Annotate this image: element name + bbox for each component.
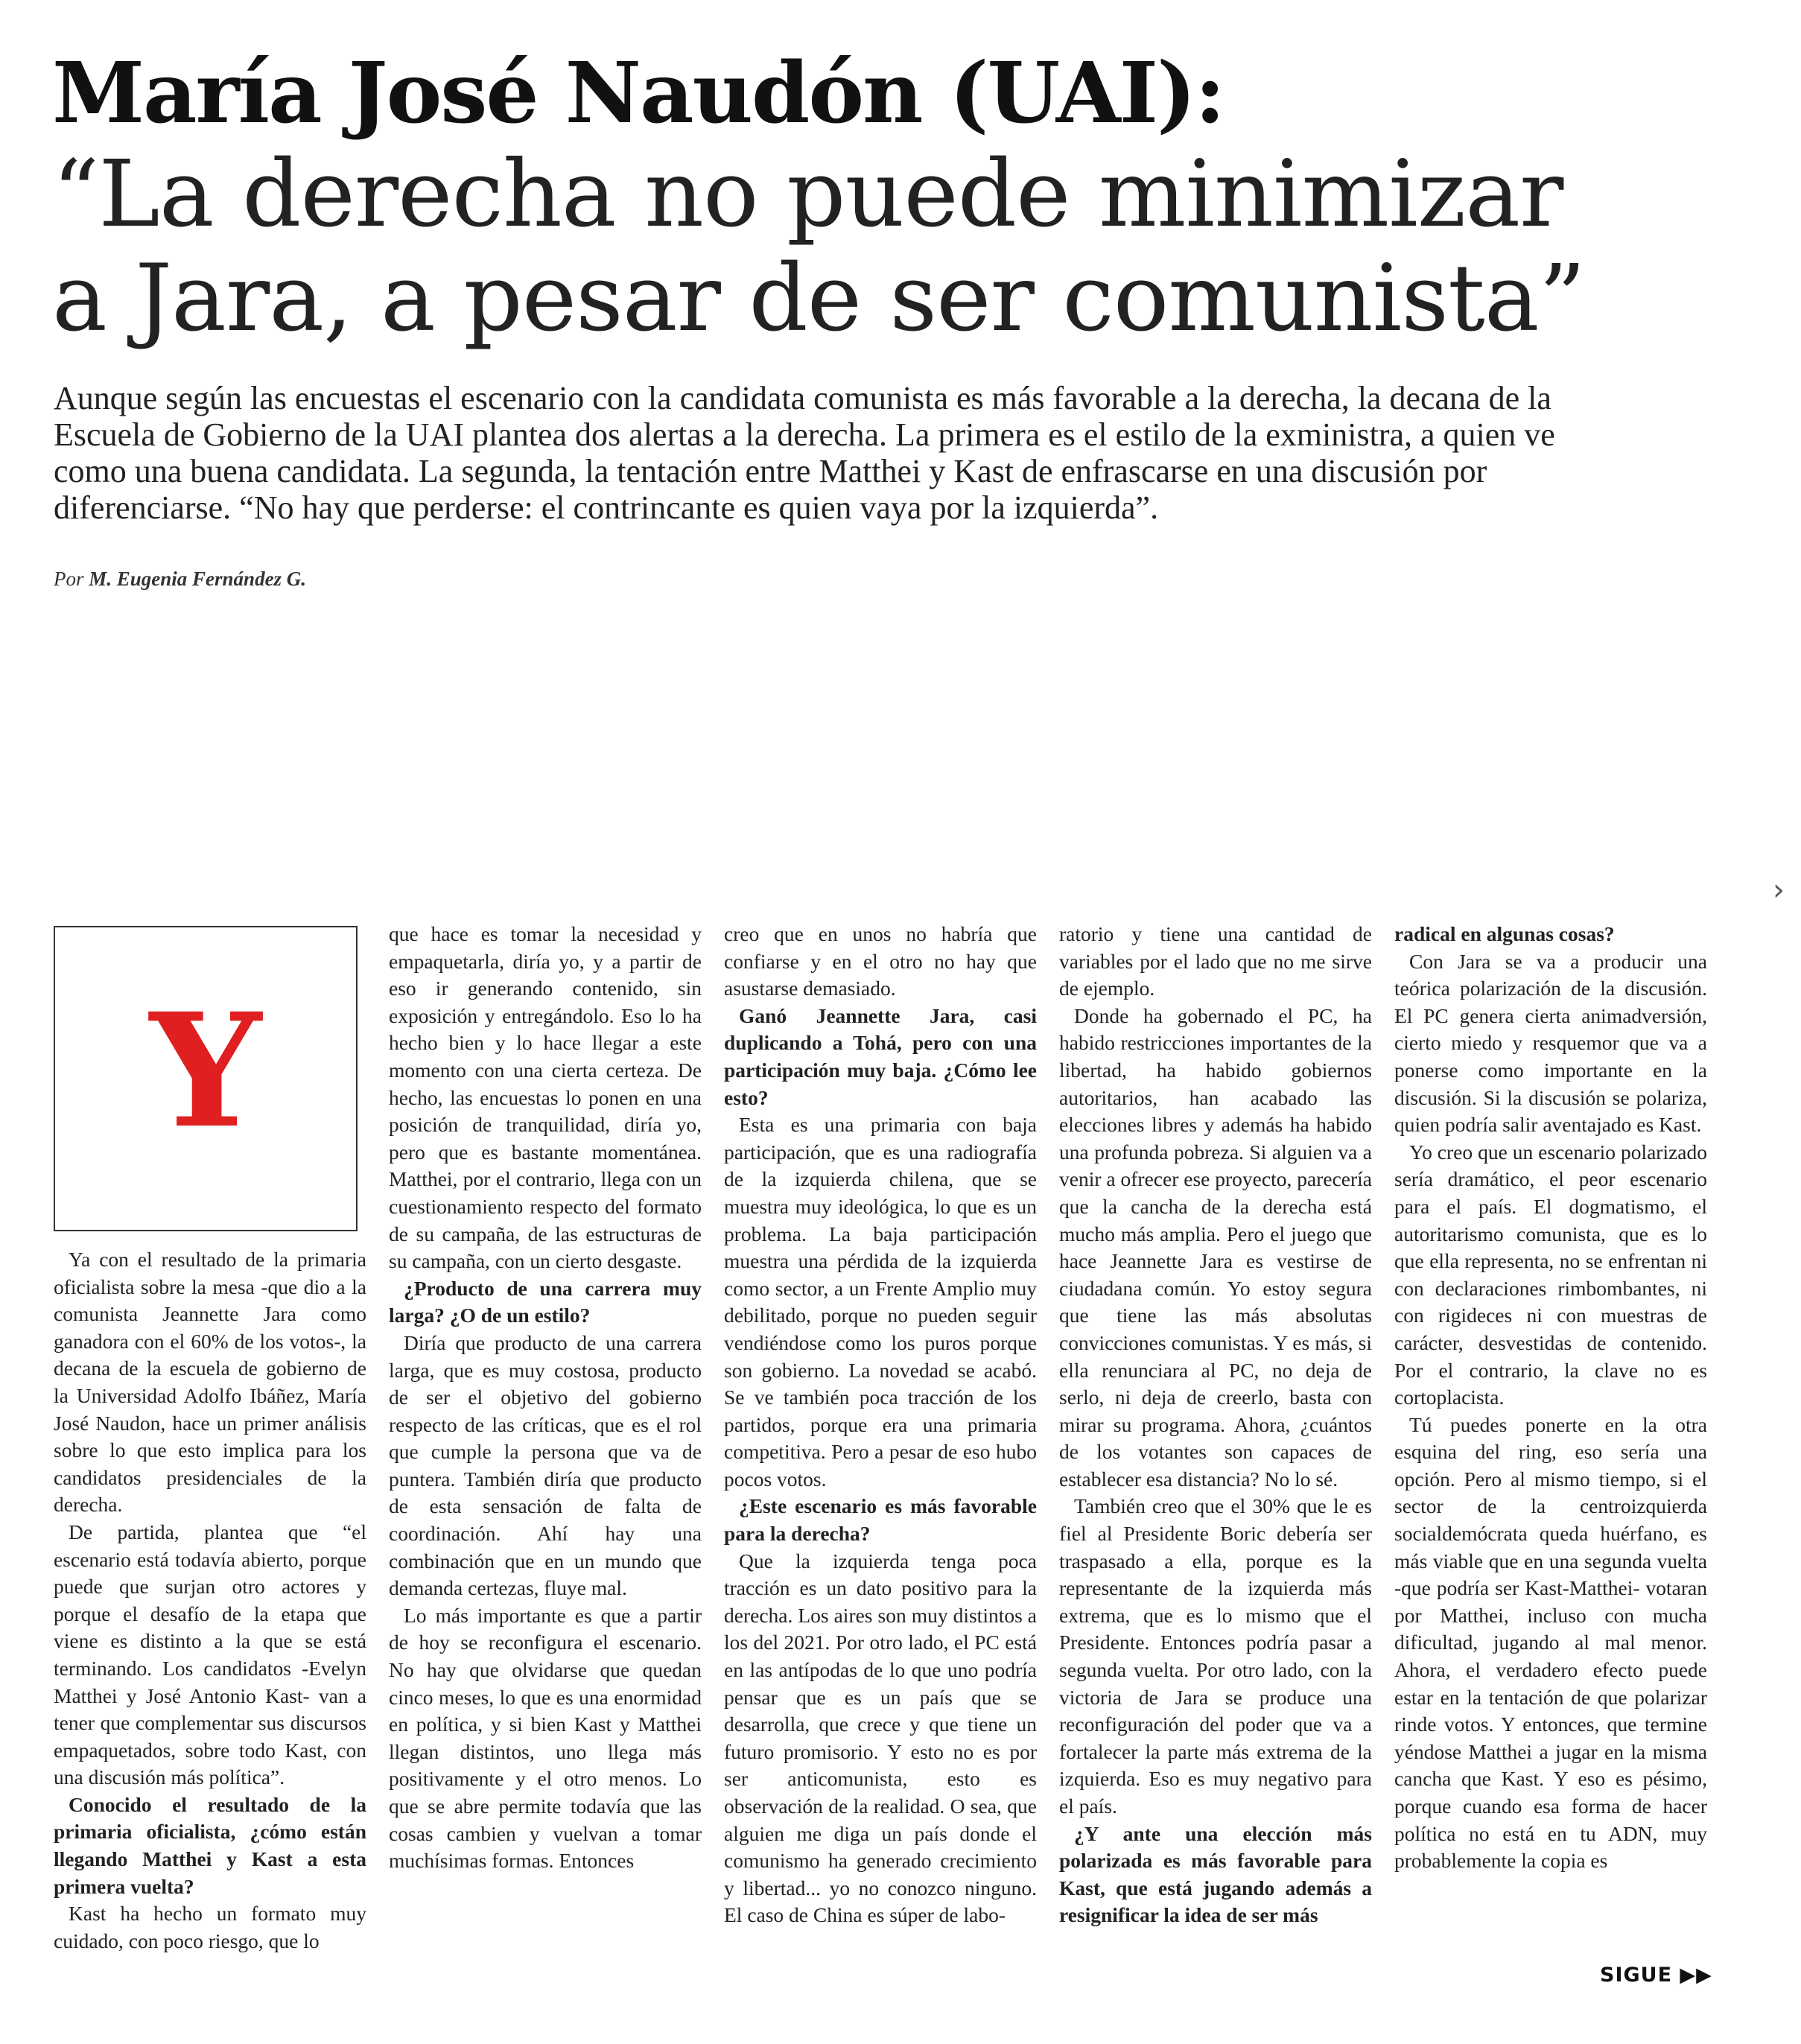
paragraph: Lo más importante es que a partir de hoy se reconfigura el escenario. No hay que olvidarse que quedan cinco meses, lo que es una enormidad en política, y si bien Kast y Matthei llegan distintos, uno llega más positivamente y el otro menos. Lo que se abre permite todavía que las cosas cambien y vuelvan a tomar muchísimas formas. Entonces: [389, 1603, 702, 1873]
interview-question: ¿Producto de una carrera muy larga? ¿O de un estilo?: [389, 1276, 702, 1327]
lede-paragraph: Aunque según las encuestas el escenario con la candidata comunista es más favorable a la derecha, la decana de la Escuela de Gobierno de la UAI plantea dos alertas a la derecha. La primera es el estilo de la exministra, a quien ve como una buena candidata. La segunda, la tentación entre Matthei y Kast de enfrascarse en una discusión por diferenciarse. “No hay que perderse: el contrincante es quien vaya por la izquierda”.: [54, 380, 1555, 526]
byline: [54, 568, 306, 591]
article-column-3: [724, 921, 1037, 1929]
paragraph: Diría que producto de una carrera larga, que es muy costosa, producto de ser el objetivo del gobierno respecto de las críticas, que es el rol que cumple la persona que va de puntera. También diría que producto de esta sensación de falta de coordinación. Ahí hay una combinación que en un mundo que demanda certezas, fluye mal.: [389, 1330, 702, 1600]
interview-question: radical en algunas cosas?: [1394, 922, 1615, 945]
article-column-5: [1394, 921, 1707, 1875]
interview-question: Ganó Jeannette Jara, casi duplicando a Tohá, pero con una participación muy baja. ¿Cómo lee esto?: [724, 1003, 1037, 1109]
logo-letter: Y: [150, 979, 261, 1163]
paragraph: También creo que el 30% que le es fiel al Presidente Boric debería ser traspasado a ella, porque es la representante de la izquierda más extrema, que es lo mismo que el Presidente. Entonces podría pasar a segunda vuelta. Por otro lado, con la victoria de Jara se produce una reconfiguración del poder que va a fortalecer la parte más extrema de la izquierda. Eso es muy negativo para el país.: [1059, 1494, 1372, 1818]
headline-quote-line-2: a Jara, a pesar de ser comunista”: [52, 244, 1586, 352]
article-column-1: [54, 1246, 366, 1955]
paragraph: Que la izquierda tenga poca tracción es un dato positivo para la derecha. Los aires son muy distintos a los del 2021. Por otro lado, el PC está en las antípodas de lo que uno podría pensar que es un país que se desarrolla, que crece y que tiene un futuro promisorio. Y esto no es por ser anticomunista, esto es observación de la realidad. O sea, que alguien me diga un país donde el comunismo ha generado crecimiento y libertad... yo no conozco ninguno. El caso de China es súper de labo-: [724, 1549, 1037, 1927]
paragraph: Yo creo que un escenario polarizado sería dramático, el peor escenario para el país. El dogmatismo, el autoritarismo comunista, que es lo que ella representa, no se enfrentan ni con declaraciones rimbombantes, ni con rigideces ni con muestras de carácter, desvestidas de contenido. Por el contrario, la clave no es cortoplacista.: [1394, 1140, 1707, 1409]
paragraph: Esta es una primaria con baja participación, que es una radiografía de la izquierda chilena, que se muestra muy ideológica, lo que es un problema. La baja participación muestra una pérdida de la izquierda como sector, a un Frente Amplio muy debilitado, porque no pueden seguir vendiéndose como los puros porque son gobierno. La novedad se acabó. Se ve también poca tracción de los partidos, porque era una primaria competitiva. Pero a pesar de eso hubo pocos votos.: [724, 1113, 1037, 1491]
interview-question: ¿Este escenario es más favorable para la derecha?: [724, 1494, 1037, 1546]
paragraph: ratorio y tiene una cantidad de variables por el lado que no me sirve de ejemplo.: [1059, 922, 1372, 1000]
chevron-right-icon[interactable]: ›: [1773, 873, 1785, 907]
article-column-2: [389, 921, 702, 1875]
paragraph: Tú puedes ponerte en la otra esquina del ring, eso sería una opción. Pero al mismo tiempo, si el sector de la centroizquierda socialdemócrata queda huérfano, es más viable que en una segunda vuelta -que podría ser Kast-Matthei- votaran por Matthei, incluso con mucha dificultad, jugando al mal menor. Ahora, el verdadero efecto puede estar en la tentación de que polarizar rinde votos. Y entonces, que termine yéndose Matthei a jugar en la misma cancha que Kast. Y eso es pésimo, porque cuando esa forma de hacer política no está en tu ADN, muy probablemente la copia es: [1394, 1412, 1707, 1873]
headline-quote-line-1: “La derecha no puede minimizar: [52, 140, 1563, 248]
paragraph: De partida, plantea que “el escenario está todavía abierto, porque puede que surjan otro actores y porque el desafío de la etapa que viene es distinto a la que se está terminando. Los candidatos -Evelyn Matthei y José Antonio Kast- van a tener que complementar sus discursos empaquetados, sobre todo Kast, con una discusión más política”.: [54, 1520, 366, 1789]
paragraph: Ya con el resultado de la primaria oficialista sobre la mesa -que dio a la comunista Jeannette Jara como ganadora con el 60% de los votos-, la decana de la escuela de gobierno de la Universidad Adolfo Ibáñez, María José Naudon, hace un primer análisis sobre lo que esto implica para los candidatos presidenciales de la derecha.: [54, 1248, 366, 1517]
headline-name: María José Naudón (UAI):: [52, 45, 1225, 142]
publication-logo: [54, 926, 358, 1231]
headline: [52, 46, 1765, 351]
byline-prefix: Por: [54, 568, 84, 590]
interview-question: Conocido el resultado de la primaria oficialista, ¿cómo están llegando Matthei y Kast a esta primera vuelta?: [54, 1792, 366, 1898]
paragraph: Kast ha hecho un formato muy cuidado, con poco riesgo, que lo: [54, 1902, 366, 1952]
byline-author: M. Eugenia Fernández G.: [89, 568, 307, 590]
paragraph: Con Jara se va a producir una teórica polarización de la discusión. El PC genera cierta animadversión, cierto miedo y resquemor que va a ponerse como importante en la discusión. Si la discusión se polariza, quien podría salir aventajado es Kast.: [1394, 949, 1707, 1137]
paragraph: creo que en unos no habría que confiarse y en el otro no hay que asustarse demasiado.: [724, 922, 1037, 1000]
interview-question: ¿Y ante una elección más polarizada es más favorable para Kast, que está jugando además a resignificar la idea de ser más: [1059, 1821, 1372, 1927]
continue-label: SIGUE ▶▶: [1600, 1964, 1712, 1987]
paragraph: Donde ha gobernado el PC, ha habido restricciones importantes de la libertad, ha habido gobiernos autoritarios, han acabado las elecciones libres y además ha habido una profunda pobreza. Si alguien va a venir a ofrecer ese proyecto, parecería que la cancha de la derecha está mucho más amplia. Pero el juego que hace Jeannette Jara es vestirse de ciudadana común. Yo estoy segura que tiene las más absolutas convicciones comunistas. Y es más, si ella renunciara al PC, no deja de serlo, ni deja de creerlo, basta con mirar su programa. Ahora, ¿cuántos de los votantes son capaces de establecer esa distancia? No lo sé.: [1059, 1003, 1372, 1491]
article-column-4: [1059, 921, 1372, 1929]
paragraph: que hace es tomar la necesidad y empaquetarla, diría yo, y a partir de eso ir generando contenido, sin exposición y entregándolo. Eso lo ha hecho bien y lo hace llegar a este momento con una cierta certeza. De hecho, las encuestas lo ponen en una posición de tranquilidad, diría yo, pero que es bastante momentánea. Matthei, por el contrario, llega con un cuestionamiento respecto del formato de su campaña, de las estructuras de su campaña, con un cierto desgaste.: [389, 922, 702, 1273]
